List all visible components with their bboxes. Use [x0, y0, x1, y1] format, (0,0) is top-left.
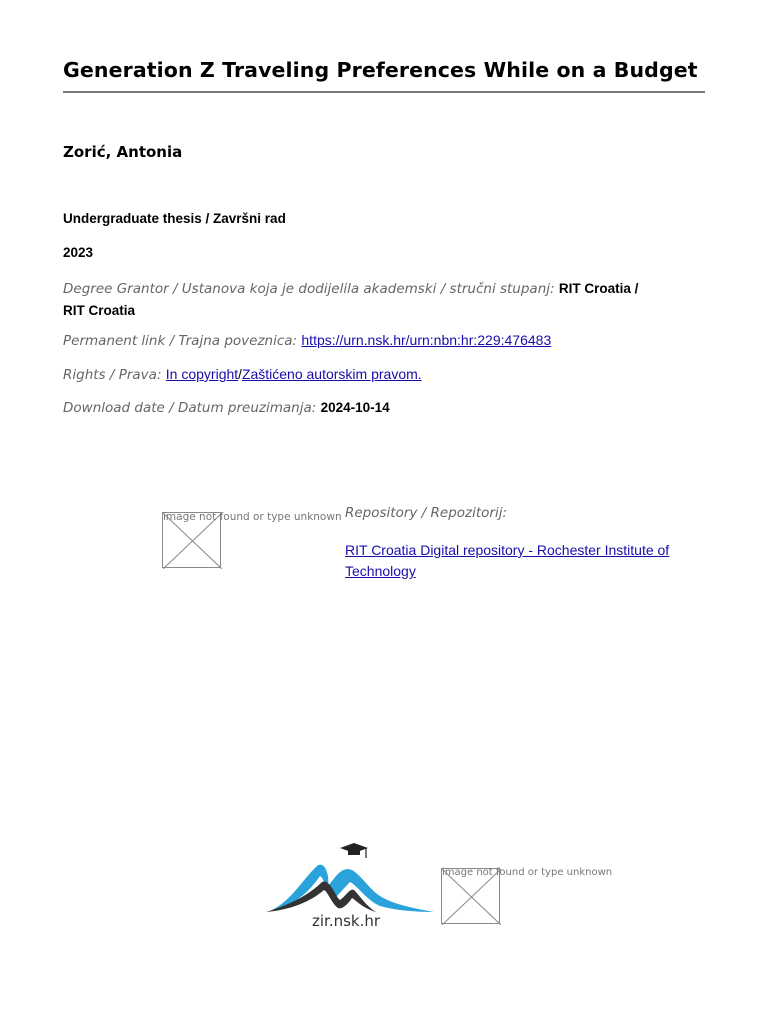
image-alt-text: image not found or type unknown	[163, 511, 342, 523]
rights-row	[63, 366, 422, 383]
degree-grantor-value: RIT Croatia /	[558, 281, 639, 296]
rights-label: Rights / Prava:	[63, 367, 162, 383]
footer-logo-broken-image	[441, 867, 613, 924]
year: 2023	[63, 245, 94, 260]
permanent-link-label: Permanent link / Trajna poveznica:	[63, 333, 298, 349]
zir-nsk-logo	[262, 838, 442, 930]
document-title: Generation Z Traveling Preferences While on a Budget	[63, 58, 698, 82]
download-date-value: 2024-10-14	[320, 400, 390, 415]
rights-separator: /	[238, 367, 242, 382]
rights-link-zasticeno[interactable]: Zaštićeno autorskim pravom.	[241, 366, 422, 382]
repository-link[interactable]: RIT Croatia Digital repository - Rochester Institute of Technology	[345, 542, 670, 579]
repository-logo-broken-image	[162, 511, 342, 568]
image-alt-text: image not found or type unknown	[442, 867, 613, 878]
thesis-type: Undergraduate thesis / Završni rad	[63, 211, 286, 226]
permanent-link[interactable]: https://urn.nsk.hr/urn:nbn:hr:229:476483	[301, 332, 552, 348]
degree-grantor-row	[63, 278, 703, 322]
degree-grantor-value-2: RIT Croatia	[63, 303, 136, 318]
download-date-row	[63, 400, 390, 416]
degree-grantor-label: Degree Grantor / Ustanova koja je dodijelila akademski / stručni stupanj:	[63, 281, 555, 297]
title-divider	[63, 91, 705, 93]
permanent-link-row	[63, 332, 551, 349]
repository-label: Repository / Repozitorij:	[345, 505, 508, 521]
zir-logo-text: zir.nsk.hr	[312, 912, 381, 930]
rights-link-in-copyright[interactable]: In copyright	[165, 366, 239, 382]
download-date-label: Download date / Datum preuzimanja:	[63, 400, 317, 416]
author-name: Zorić, Antonia	[63, 143, 183, 161]
